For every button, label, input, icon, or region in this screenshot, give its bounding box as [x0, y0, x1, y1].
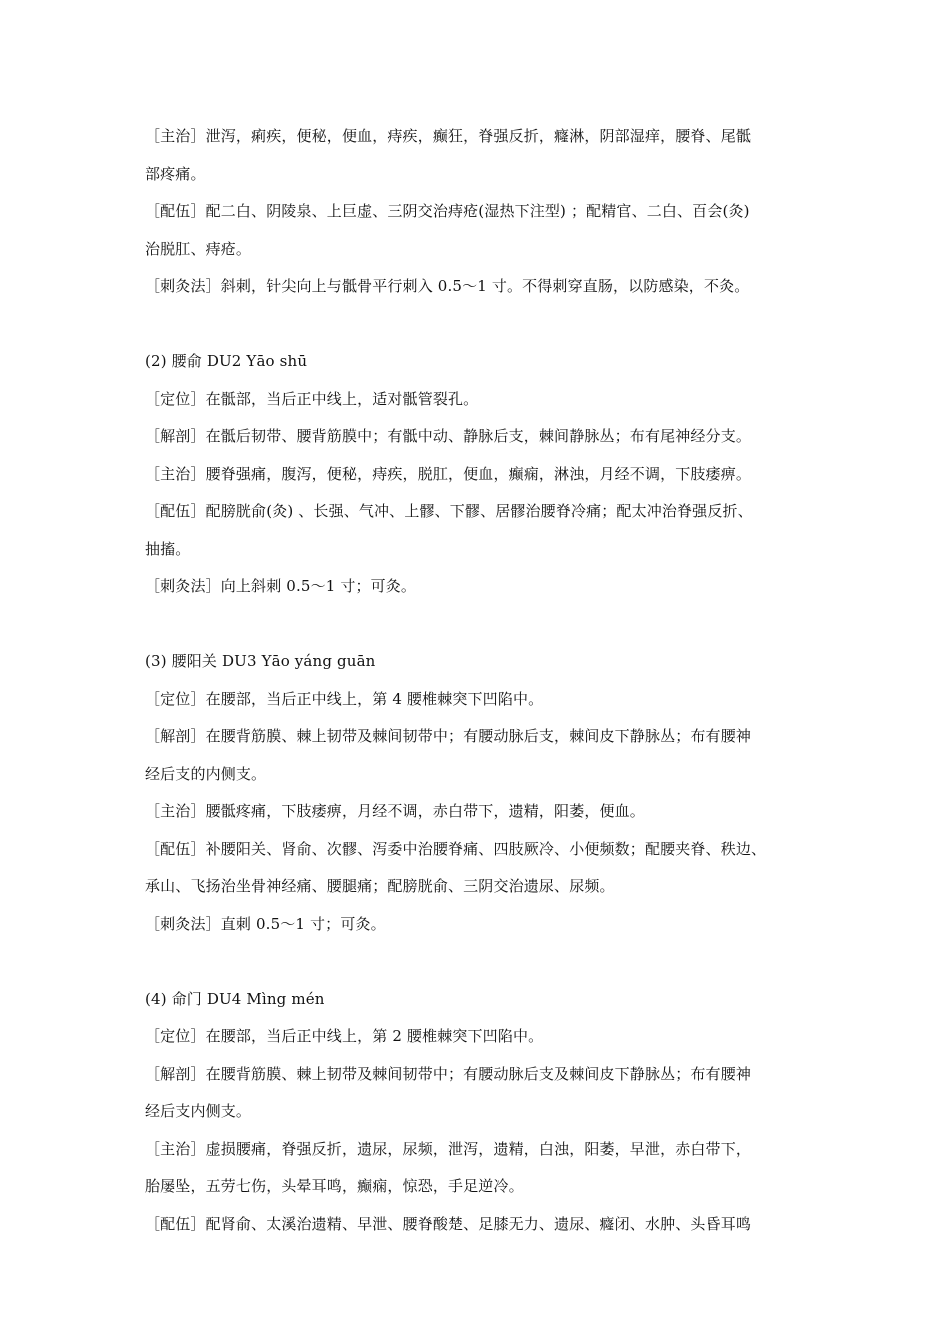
acupoint-heading: (2) 腰俞 DU2 Yāo shū — [145, 352, 308, 370]
text-line: ［定位］在腰部，当后正中线上，第 4 腰椎棘突下凹陷中。 — [145, 689, 544, 708]
text-line: ［配伍］补腰阳关、肾俞、次髎、泻委中治腰脊痛、四肢厥冷、小便频数；配腰夹脊、秩边、 — [145, 839, 767, 858]
text-line: ［主治］泄泻，痢疾，便秘，便血，痔疾，癫狂，脊强反折，癃淋，阴部湿痒，腰脊、尾骶 — [145, 127, 752, 145]
text-line: ［定位］在骶部，当后正中线上，适对骶管裂孔。 — [145, 389, 479, 408]
text-line: ［解剖］在骶后韧带、腰背筋膜中；有骶中动、静脉后支，棘间静脉丛；布有尾神经分支。 — [145, 427, 752, 445]
text-line: ［定位］在腰部，当后正中线上，第 2 腰椎棘突下凹陷中。 — [145, 1027, 544, 1045]
text-line: ［刺灸法］向上斜刺 0.5～1 寸；可灸。 — [145, 577, 417, 595]
section-spacer — [145, 943, 817, 981]
text-line: ［解剖］在腰背筋膜、棘上韧带及棘间韧带中；有腰动脉后支，棘间皮下静脉丛；布有腰神 — [145, 727, 752, 745]
text-line: ［配伍］配膀胱俞(灸) 、长强、气冲、上髎、下髎、居髎治腰脊冷痛；配太冲治脊强反折、 — [145, 502, 753, 520]
text-line: 经后支内侧支。 — [145, 1102, 252, 1120]
text-line: ［刺灸法］直刺 0.5～1 寸；可灸。 — [145, 914, 386, 933]
text-line: ［配伍］配二白、阴陵泉、上巨虚、三阴交治痔疮(湿热下注型) ；配精官、二白、百会(灸) — [145, 202, 750, 220]
acupoint-heading: (4) 命门 DU4 Mìng mén — [145, 989, 325, 1008]
document-page — [145, 118, 817, 1243]
text-line: ［主治］虚损腰痛，脊强反折，遗尿，尿频，泄泻，遗精，白浊，阳萎，早泄，赤白带下， — [145, 1139, 752, 1158]
text-line: 部疼痛。 — [145, 164, 206, 183]
text-line: 胎屡坠，五劳七伤，头晕耳鸣，癫痫，惊恐，手足逆冷。 — [145, 1177, 524, 1195]
text-line: 治脱肛、痔疮。 — [145, 239, 252, 258]
section-spacer — [145, 306, 817, 344]
section-spacer — [145, 606, 817, 644]
text-line: ［主治］腰骶疼痛，下肢痿痹，月经不调，赤白带下，遗精，阳萎，便血。 — [145, 802, 645, 820]
text-line: ［刺灸法］斜刺，针尖向上与骶骨平行刺入 0.5～1 寸。不得刺穿直肠，以防感染，不灸。 — [145, 277, 750, 295]
text-line: 经后支的内侧支。 — [145, 764, 267, 783]
text-line: 抽搐。 — [145, 539, 191, 558]
text-line: 承山、飞扬治坐骨神经痛、腰腿痛；配膀胱俞、三阴交治遗尿、尿频。 — [145, 877, 615, 895]
text-line: ［配伍］配肾俞、太溪治遗精、早泄、腰脊酸楚、足膝无力、遗尿、癃闭、水肿、头昏耳鸣 — [145, 1214, 752, 1233]
text-line: ［主治］腰脊强痛，腹泻，便秘，痔疾，脱肛，便血，癫痫，淋浊，月经不调，下肢痿痹。 — [145, 464, 752, 483]
text-line: ［解剖］在腰背筋膜、棘上韧带及棘间韧带中；有腰动脉后支及棘间皮下静脉丛；布有腰神 — [145, 1064, 752, 1083]
acupoint-heading: (3) 腰阳关 DU3 Yāo yáng guān — [145, 652, 376, 670]
